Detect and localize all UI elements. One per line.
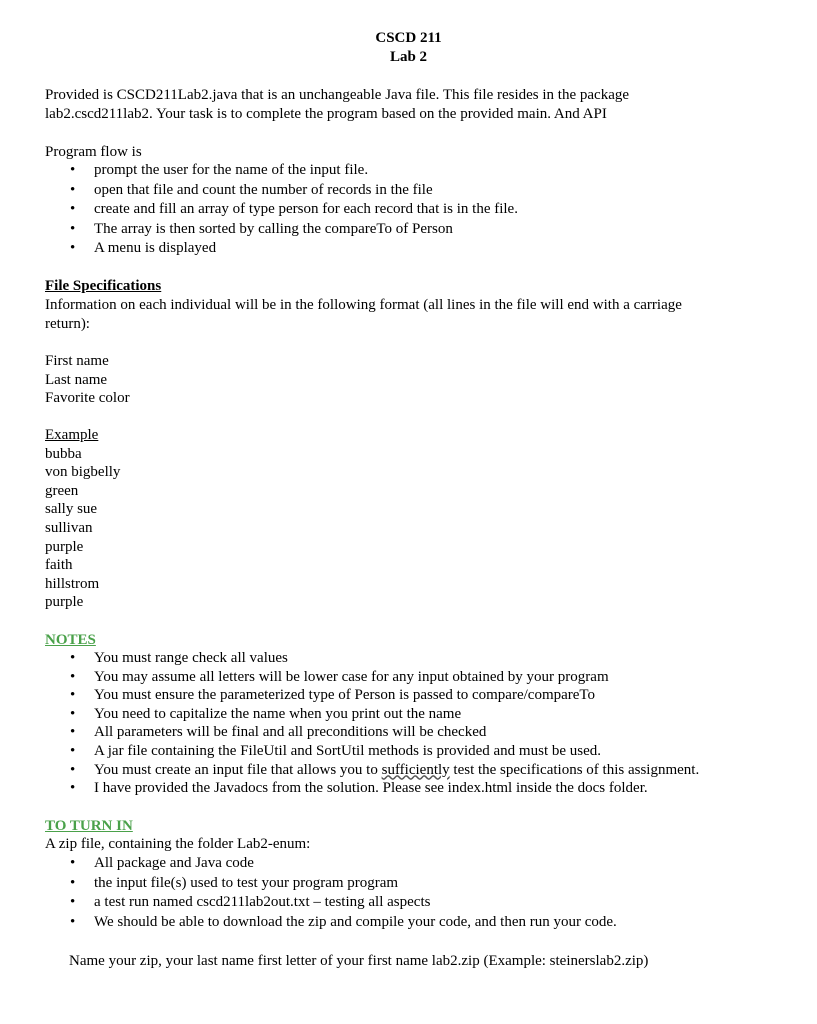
list-item: • You must create an input file that allows you to sufficiently test the specifications of this assignment. [70,761,700,778]
list-item: • A menu is displayed [70,240,217,256]
list-item: • The array is then sorted by calling the compareTo of Person [70,220,453,237]
course-title: CSCD 211 [375,30,442,46]
list-item: • a test run named cscd211lab2out.txt – testing all aspects [70,894,431,910]
field-favorite-color: Favorite color [45,390,130,406]
field-first-name: First name [45,353,109,369]
list-item: • A jar file containing the FileUtil and SortUtil methods is provided and must be used. [70,742,602,759]
intro-line-1: Provided is CSCD211Lab2.java that is an unchangeable Java file. This file resides in the package [45,87,630,103]
list-item: • All parameters will be final and all preconditions will be checked [70,724,487,741]
list-item: • All package and Java code [70,855,254,871]
list-item: • prompt the user for the name of the input file. [70,162,369,178]
example-line: von bigbelly [45,464,121,480]
field-last-name: Last name [45,372,108,388]
list-item: • create and fill an array of type person for each record that is in the file. [70,201,518,217]
sufficiently-word: sufficiently [381,761,450,778]
list-item: • You must range check all values [70,650,288,666]
list-item: • I have provided the Javadocs from the solution. Please see index.html inside the docs folder. [70,780,648,797]
example-line: purple [45,594,84,610]
example-line: hillstrom [45,576,100,592]
program-flow-heading: Program flow is [45,144,142,160]
notes-list [0,649,700,798]
intro-line-2: lab2.cscd211lab2. Your task is to complete the program based on the provided main. And API [45,106,607,122]
example-line: sally sue [45,501,98,517]
turn-in-intro: A zip file, containing the folder Lab2-enum: [45,836,311,852]
list-item: • You must ensure the parameterized type of Person is passed to compare/compareTo [70,687,596,704]
example-line: purple [45,539,84,555]
example-line: green [45,483,79,499]
naming-instructions: Name your zip, your last name first letter of your first name lab2.zip (Example: steinerslab2.zip) [69,953,649,969]
list-item: • You need to capitalize the name when you print out the name [70,705,462,722]
notes-heading: NOTES [45,632,96,648]
list-item: • You may assume all letters will be lower case for any input obtained by your program [70,668,609,685]
list-item: • We should be able to download the zip and compile your code, and then run your code. [70,913,617,930]
example-line: faith [45,557,73,573]
file-spec-line-1: Information on each individual will be in the following format (all lines in the file will end with a carriage [45,297,682,313]
lab-title: Lab 2 [389,49,428,65]
turn-in-list [0,854,617,932]
turn-in-heading: TO TURN IN [45,818,133,834]
program-flow-list [0,161,518,259]
example-line: bubba [45,446,82,462]
file-spec-heading: File Specifications [45,278,162,294]
list-item: • the input file(s) used to test your program program [70,874,399,891]
file-spec-line-2: return): [45,316,90,332]
example-line: sullivan [45,520,93,536]
example-heading: Example [45,427,99,443]
list-item: • open that file and count the number of records in the file [70,181,433,198]
